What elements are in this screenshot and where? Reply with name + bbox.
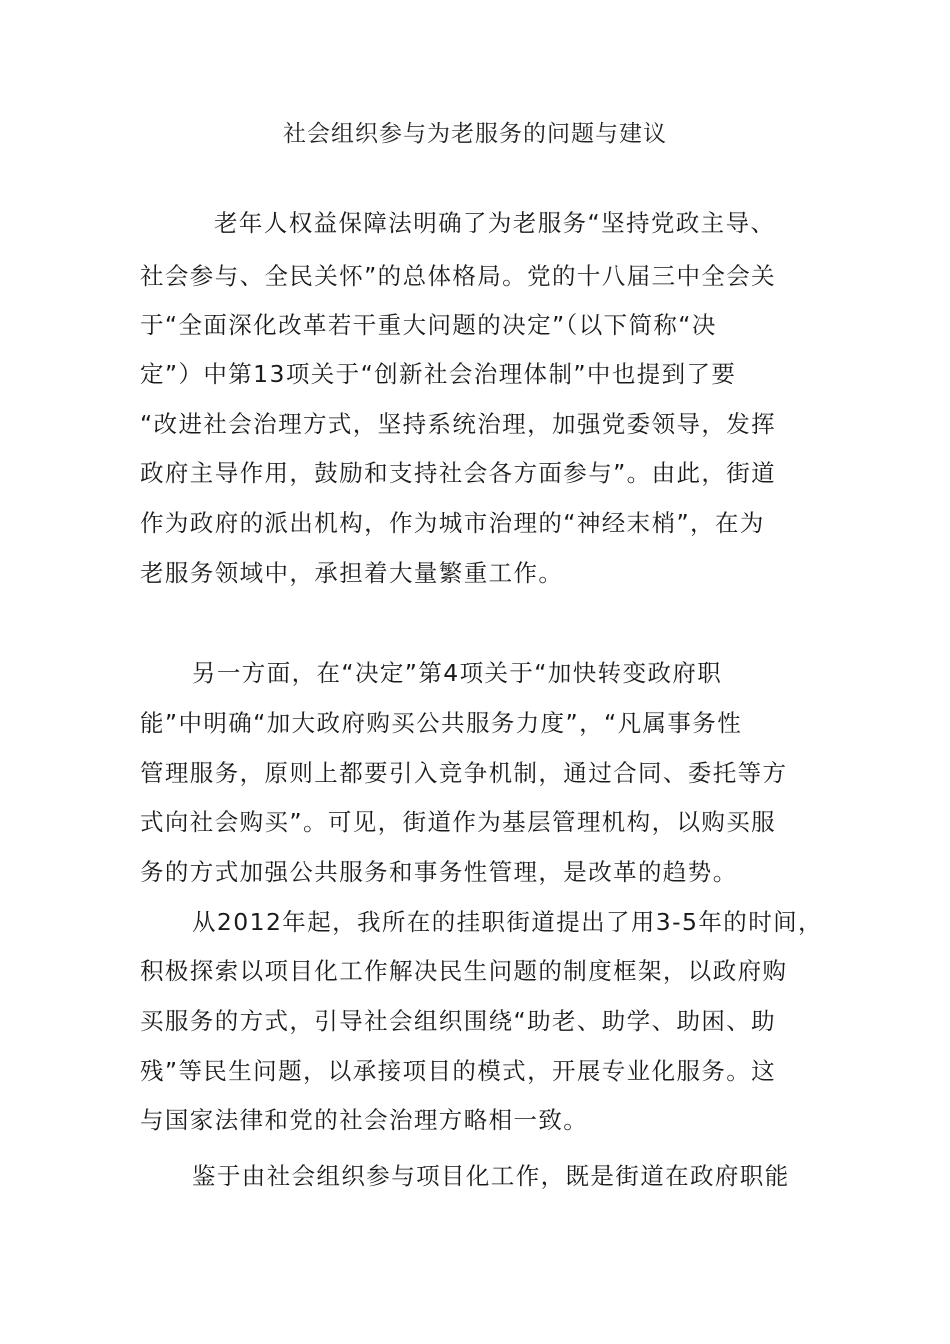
paragraph-line: “改进社会治理方式，坚持系统治理，加强党委领导，发挥 bbox=[140, 410, 777, 438]
paragraph-line: 定”）中第13项关于“创新社会治理体制”中也提到了要 bbox=[140, 360, 737, 388]
paragraph-line: 与国家法律和党的社会治理方略相一致。 bbox=[140, 1106, 589, 1134]
paragraph-line: 作为政府的派出机构，作为城市治理的“神经末梢”，在为 bbox=[140, 509, 765, 537]
paragraph-line: 积极探索以项目化工作解决民生问题的制度框架，以政府购 bbox=[140, 957, 788, 985]
paragraph-line: 残”等民生问题，以承接项目的模式，开展专业化服务。这 bbox=[140, 1057, 777, 1085]
paragraph-line: 管理服务，原则上都要引入竞争机制，通过合同、委托等方 bbox=[140, 759, 788, 787]
paragraph-line: 从2012年起，我所在的挂职街道提出了用3-5年的时间， bbox=[192, 908, 823, 936]
paragraph-line: 式向社会购买”。可见，街道作为基层管理机构，以购买服 bbox=[140, 808, 777, 836]
paragraph-line: 鉴于由社会组织参与项目化工作，既是街道在政府职能 bbox=[192, 1162, 790, 1190]
paragraph-line: 于“全面深化改革若干重大问题的决定”（以下简称“决 bbox=[140, 311, 717, 339]
paragraph-line: 社会参与、全民关怀”的总体格局。党的十八届三中全会关 bbox=[140, 262, 777, 290]
paragraph-line: 老服务领域中，承担着大量繁重工作。 bbox=[140, 559, 564, 587]
document-title: 社会组织参与为老服务的问题与建议 bbox=[283, 121, 667, 147]
paragraph-line: 另一方面，在“决定”第4项关于“加快转变政府职 bbox=[192, 659, 723, 687]
paragraph-line: 政府主导作用，鼓励和支持社会各方面参与”。由此，街道 bbox=[140, 459, 777, 487]
paragraph-line: 老年人权益保障法明确了为老服务“坚持党政主导、 bbox=[214, 209, 776, 237]
paragraph-line: 能”中明确“加大政府购买公共服务力度”，“凡属事务性 bbox=[140, 709, 743, 737]
paragraph-line: 买服务的方式，引导社会组织围绕“助老、助学、助困、助 bbox=[140, 1007, 777, 1035]
paragraph-line: 务的方式加强公共服务和事务性管理，是改革的趋势。 bbox=[140, 858, 738, 886]
